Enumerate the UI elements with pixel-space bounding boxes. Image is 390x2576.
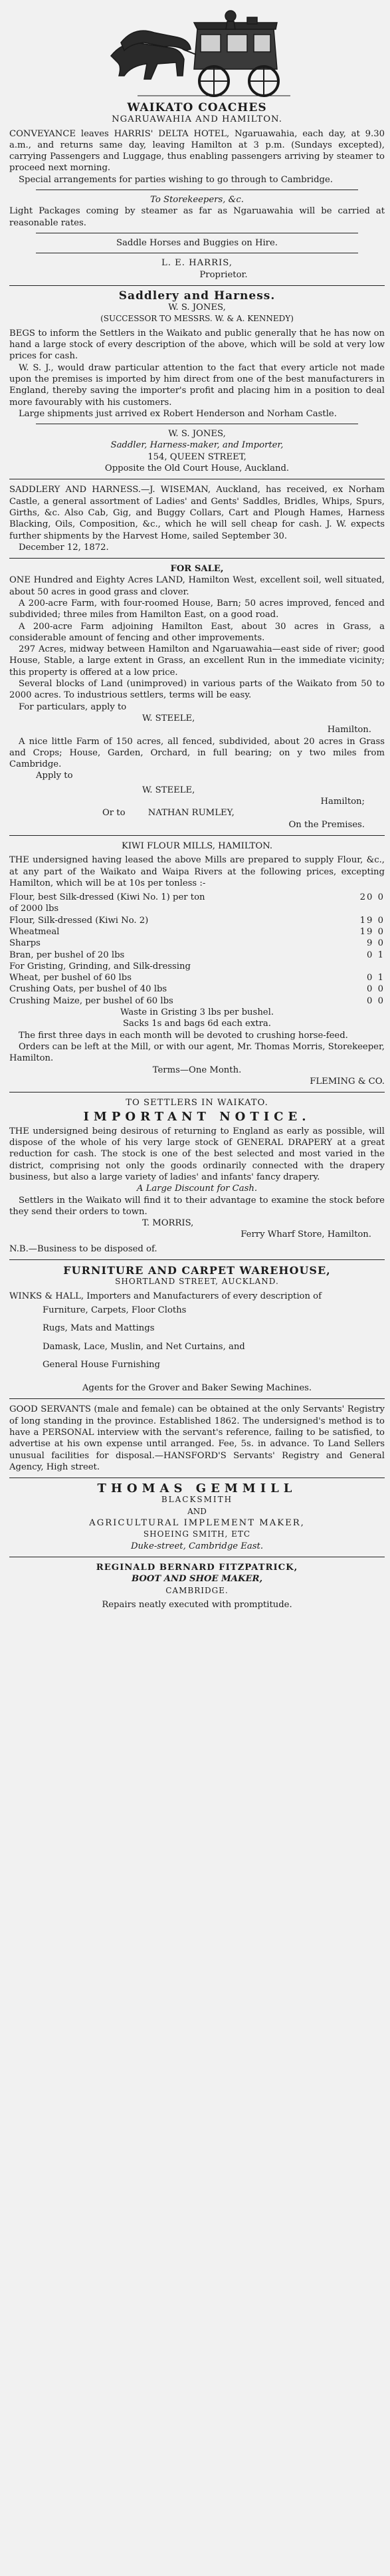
kiwi-orders: Orders can be left at the Mill, or with our agent, Mr. Thomas Morris, Storekeeper, Hamilton. [9,1041,385,1064]
sale-p5: Several blocks of Land (unimproved) in various parts of the Waikato from 50 to 2000 acres. To industrious settlers, terms will be easy. [9,679,385,701]
price-label: Crushing Maize, per bushel of 60 lbs [9,995,173,1006]
coaches-title: WAIKATO COACHES [127,101,267,114]
saddlery-sig-addr: 154, QUEEN STREET, [147,451,246,462]
price-value [351,961,385,972]
price-label: Crushing Oats, per bushel of 40 lbs [9,984,167,995]
saddlery-body3: Large shipments just arrived ex Robert Henderson and Norham Castle. [19,408,337,419]
price-value: 20 0 [359,892,385,903]
kiwi-terms: Terms—One Month. [152,1065,242,1075]
sale-p2: A 200-acre Farm, with four-roomed House, Barn; 50 acres improved, fenced and subdivided; three miles from Hamilton East, on a good road. [9,598,385,620]
section-rule [9,285,385,286]
furniture-item: Damask, Lace, Muslin, and Net Curtains, and [43,1341,245,1352]
sale-sig2-name: W. STEELE, [142,785,195,795]
coaches-route: NGARUAWAHIA AND HAMILTON. [112,114,282,125]
coaches-special: Special arrangements for parties wishing to go through to Cambridge. [19,174,333,185]
fitzpatrick-note: Repairs neatly executed with promptitude. [102,1599,292,1610]
stagecoach-illustration [98,3,297,102]
price-value: 9 0 [367,938,385,949]
price-label: Wheatmeal [9,927,60,937]
settlers-body2: Settlers in the Waikato will find it to their advantage to examine the stock before they send their orders to town. [9,1195,385,1217]
saddlery-successor: (SUCCESSOR TO MESSRS. W. & A. KENNEDY) [100,314,294,324]
sale-sig-place: Hamilton. [327,725,371,735]
storekeepers-heading: To Storekeepers, &c. [150,195,244,205]
kiwi-price-table [9,892,385,1007]
price-value: 19 0 [359,927,385,937]
kiwi-intro: THE undersigned having leased the above Mills are prepared to supply Flour, &c., at any part of the Waikato and Waipa Rivers at the following prices, excepting Hamilton, which will be at 10s per tonless :- [9,855,385,888]
price-row [9,892,385,903]
settlers-sig-name: T. MORRIS, [142,1218,194,1229]
fitzpatrick-place: CAMBRIDGE. [165,1585,229,1595]
sale-p3: A 200-acre Farm adjoining Hamilton East, about 30 acres in Grass, a considerable amount of fencing and other improvements. [9,621,385,643]
settlers-body: THE undersigned being desirous of returning to England as early as possible, will dispose of the whole of his very large stock of GENERAL DRAPERY at a great reduction for cash. The stock is one of the best selected and most varied in the district, comprising not only the goods ordinarily connected with the drapery business, but also a large variety of ladies' and infants' fancy drapery. [9,1126,385,1182]
price-row [9,983,385,995]
sale-sig-name: W. STEELE, [142,713,195,723]
sale-sig3-name: NATHAN RUMLEY, [147,808,235,819]
section-rule [9,558,385,559]
settlers-sig-addr: Ferry Wharf Store, Hamilton. [241,1229,371,1240]
wiseman-date: December 12, 1872. [19,542,109,553]
section-rule [9,1259,385,1260]
furniture-agents: Agents for the Grover and Baker Sewing Machines. [82,1383,312,1394]
gemmill-trade2: AND [187,1506,207,1516]
section-rule [9,1092,385,1093]
price-row [9,961,385,972]
saddlery-name: W. S. JONES, [168,303,226,313]
servants-body: GOOD SERVANTS (male and female) can be obtained at the only Servants' Registry of long standing in the province. Established 1862. The undersigned's method is to have a PERSONAL interview with the servant's reference, failing to be satisfied, to advertise at his own expense until arranged. Fee, 5s. in advance. To Land Sellers unusual facilities for disposal.—HANSFORD'S Servants' Registry and General Agency, High street. [9,1404,385,1472]
kiwi-first-three: The first three days in each month will be devoted to crushing horse-feed. [19,1030,348,1041]
sale-p7: A nice little Farm of 150 acres, all fenced, subdivided, about 20 acres in Grass and Crops; House, Garden, Orchard, in full bearing; on y two miles from Cambridge. [9,736,385,770]
saddlery-title: Saddlery and Harness. [118,289,276,303]
furniture-intro: WINKS & HALL, Importers and Manufacturers of every description of [9,1291,322,1301]
price-label: For Gristing, Grinding, and Silk-dressing [9,961,191,971]
furniture-addr: SHORTLAND STREET, AUCKLAND. [115,1277,279,1287]
price-row [9,903,385,914]
price-value: 0 1 [367,973,385,983]
gemmill-name: THOMAS GEMMILL [97,1481,297,1496]
price-label: of 2000 lbs [9,904,59,914]
price-label: Sharps [9,938,41,949]
sale-p4: 297 Acres, midway between Hamilton and Ngaruawahia—east side of river; good House, Stable, a large extent in Grass, an excellent Run in the immediate vicinity; this property is offered at a low price. [9,644,385,678]
price-row [9,926,385,938]
furniture-items-list [9,1305,385,1370]
saddle-horses-notice: Saddle Horses and Buggies on Hire. [116,237,278,248]
price-value: 0 0 [367,984,385,995]
saddlery-body: BEGS to inform the Settlers in the Waikato and public generally that he has now on hand a large stock of every description of the above, which will be sold at very low prices for cash. [9,328,385,362]
sale-sig3-place: On the Premises. [288,819,365,830]
sale-title: FOR SALE, [170,564,224,575]
wiseman-body: SADDLERY AND HARNESS.—J. WISEMAN, Auckland, has received, ex Norham Castle, a general assortment of Ladies' and Gents' Saddles, Bridles, Whips, Spurs, Girths, &c. Also Cab, Gig, and Buggy Collars, Cart and Plough Hames, Harness Blacking, Oils, Composition, &c., which he will sell cheap for cash. J. W. expects further shipments by the Harvest Home, sailed September 30. [9,485,385,541]
gemmill-trade4: SHOEING SMITH, ETC [143,1529,251,1539]
price-value [351,903,385,914]
kiwi-sig: FLEMING & CO. [310,1076,385,1087]
coaches-body: CONVEYANCE leaves HARRIS' DELTA HOTEL, Ngaruawahia, each day, at 9.30 a.m., and returns same day, leaving Hamilton at 3 p.m. (Sundays excepted), carrying Passengers and Luggage, thus enabling passengers arriving by steamer to proceed next morning. [9,128,385,174]
sale-or-to: Or to [102,808,126,819]
furniture-item: General House Furnishing [43,1359,160,1370]
coaches-proprietor-title: Proprietor. [199,269,248,280]
gemmill-addr: Duke-street, Cambridge East. [130,1541,264,1551]
settlers-discount: A Large Discount for Cash. [136,1184,258,1194]
price-label: Wheat, per bushel of 60 lbs [9,973,132,983]
sale-p1: ONE Hundred and Eighty Acres LAND, Hamilton West, excellent soil, well situated, about 50 acres in good grass and clover. [9,575,385,597]
sale-sig2-place: Hamilton; [320,797,365,807]
price-row [9,950,385,961]
settlers-nb: N.B.—Business to be disposed of. [9,1243,157,1254]
price-value: 0 1 [367,950,385,960]
kiwi-waste: Waste in Gristing 3 lbs per bushel. [120,1007,274,1018]
price-row [9,995,385,1007]
kiwi-sacks: Sacks 1s and bags 6d each extra. [123,1019,271,1029]
price-label: Bran, per bushel of 20 lbs [9,950,125,960]
section-rule [9,835,385,836]
price-row [9,972,385,983]
settlers-notice: IMPORTANT NOTICE. [83,1110,311,1124]
saddlery-sig-opp: Opposite the Old Court House, Auckland. [104,463,290,474]
price-value: 19 0 [359,915,385,926]
section-rule [9,1398,385,1399]
gemmill-trade3: AGRICULTURAL IMPLEMENT MAKER, [89,1518,305,1529]
saddlery-body2: W. S. J., would draw particular attention to the fact that every article not made upon the premises is imported by him direct from one of the best manufacturers in England, thereby saving the importer's profit and placing him in a position to deal more favourably with his customers. [9,362,385,408]
price-label: Flour, best Silk-dressed (Kiwi No. 1) per ton [9,892,205,903]
furniture-item: Rugs, Mats and Mattings [43,1323,155,1334]
fitzpatrick-name: REGINALD BERNARD FITZPATRICK, [96,1562,298,1573]
sale-apply: Apply to [36,771,73,781]
sale-p6: For particulars, apply to [19,702,127,712]
price-value: 0 0 [367,995,385,1006]
storekeepers-body: Light Packages coming by steamer as far as Ngaruawahia will be carried at reasonable rates. [9,206,385,228]
price-row [9,915,385,926]
gemmill-trade1: BLACKSMITH [161,1495,233,1505]
furniture-title: FURNITURE AND CARPET WAREHOUSE, [63,1264,331,1277]
price-row [9,938,385,949]
coaches-proprietor-name: L. E. HARRIS, [161,258,233,269]
settlers-title: TO SETTLERS IN WAIKATO. [126,1098,268,1108]
kiwi-title: KIWI FLOUR MILLS, HAMILTON. [121,840,273,851]
price-label: Flour, Silk-dressed (Kiwi No. 2) [9,915,149,926]
saddlery-sig-title: Saddler, Harness-maker, and Importer, [110,440,284,451]
fitzpatrick-trade: BOOT AND SHOE MAKER, [131,1574,263,1585]
furniture-item: Furniture, Carpets, Floor Cloths [43,1305,187,1315]
saddlery-sig-name: W. S. JONES, [168,429,226,440]
